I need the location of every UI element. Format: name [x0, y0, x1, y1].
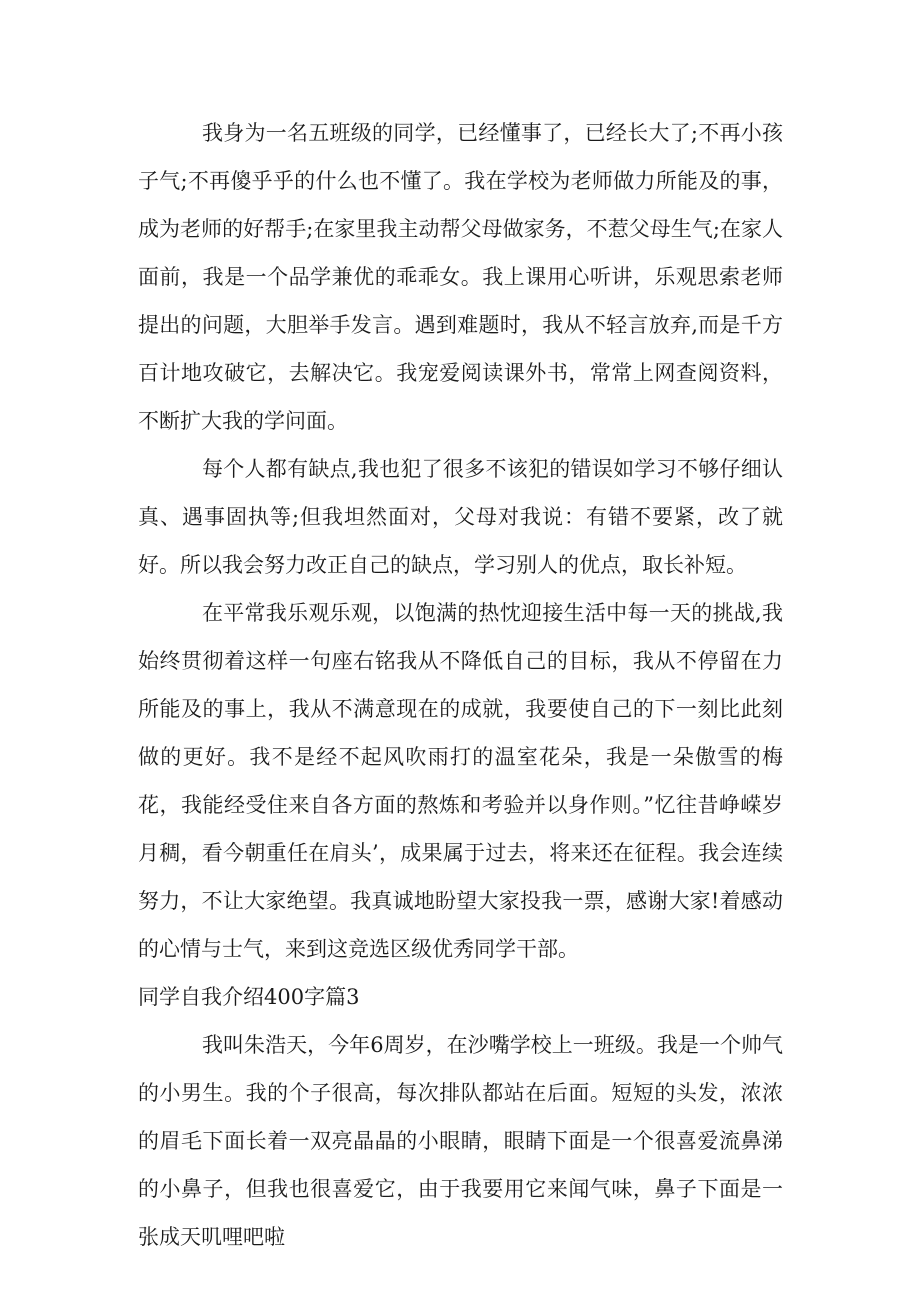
paragraph-1: 我身为一名五班级的同学，已经懂事了，已经长大了;不再小孩子气;不再傻乎乎的什么也不懂了。我在学校为老师做力所能及的事，成为老师的好帮手;在家里我主动帮父母做家务，不惹父母生气;在家人面前，我是一个品学兼优的乖乖女。我上课用心听讲，乐观思索老师提出的问题，大胆举手发言。遇到难题时，我从不轻言放弃,而是千方百计地攻破它，去解决它。我宠爱阅读课外书，常常上网查阅资料，不断扩大我的学问面。 [138, 121, 783, 433]
section-heading: 同学自我介绍400字篇3 [138, 985, 360, 1009]
document-body [138, 109, 783, 1261]
paragraph-2: 每个人都有缺点,我也犯了很多不该犯的错误如学习不够仔细认真、遇事固执等;但我坦然面对，父母对我说：有错不要紧，改了就好。所以我会努力改正自己的缺点，学习别人的优点，取长补短。 [138, 457, 783, 577]
paragraph-3: 在平常我乐观乐观，以饱满的热忱迎接生活中每一天的挑战,我始终贯彻着这样一句座右铭我从不降低自己的目标，我从不停留在力所能及的事上，我从不满意现在的成就，我要使自己的下一刻比此刻做的更好。我不是经不起风吹雨打的温室花朵，我是一朵傲雪的梅花，我能经受住来自各方面的熬炼和考验并以身作则。”忆往昔峥嵘岁月稠，看今朝重任在肩头’，成果属于过去，将来还在征程。我会连续努力，不让大家绝望。我真诚地盼望大家投我一票，感谢大家!着感动的心情与士气，来到这竞选区级优秀同学干部。 [138, 601, 783, 961]
paragraph-4: 我叫朱浩天，今年6周岁，在沙嘴学校上一班级。我是一个帅气的小男生。我的个子很高，每次排队都站在后面。短短的头发，浓浓的眉毛下面长着一双亮晶晶的小眼睛，眼睛下面是一个很喜爱流鼻涕的小鼻子，但我也很喜爱它，由于我要用它来闻气味，鼻子下面是一张成天叽哩吧啦 [138, 1033, 783, 1249]
